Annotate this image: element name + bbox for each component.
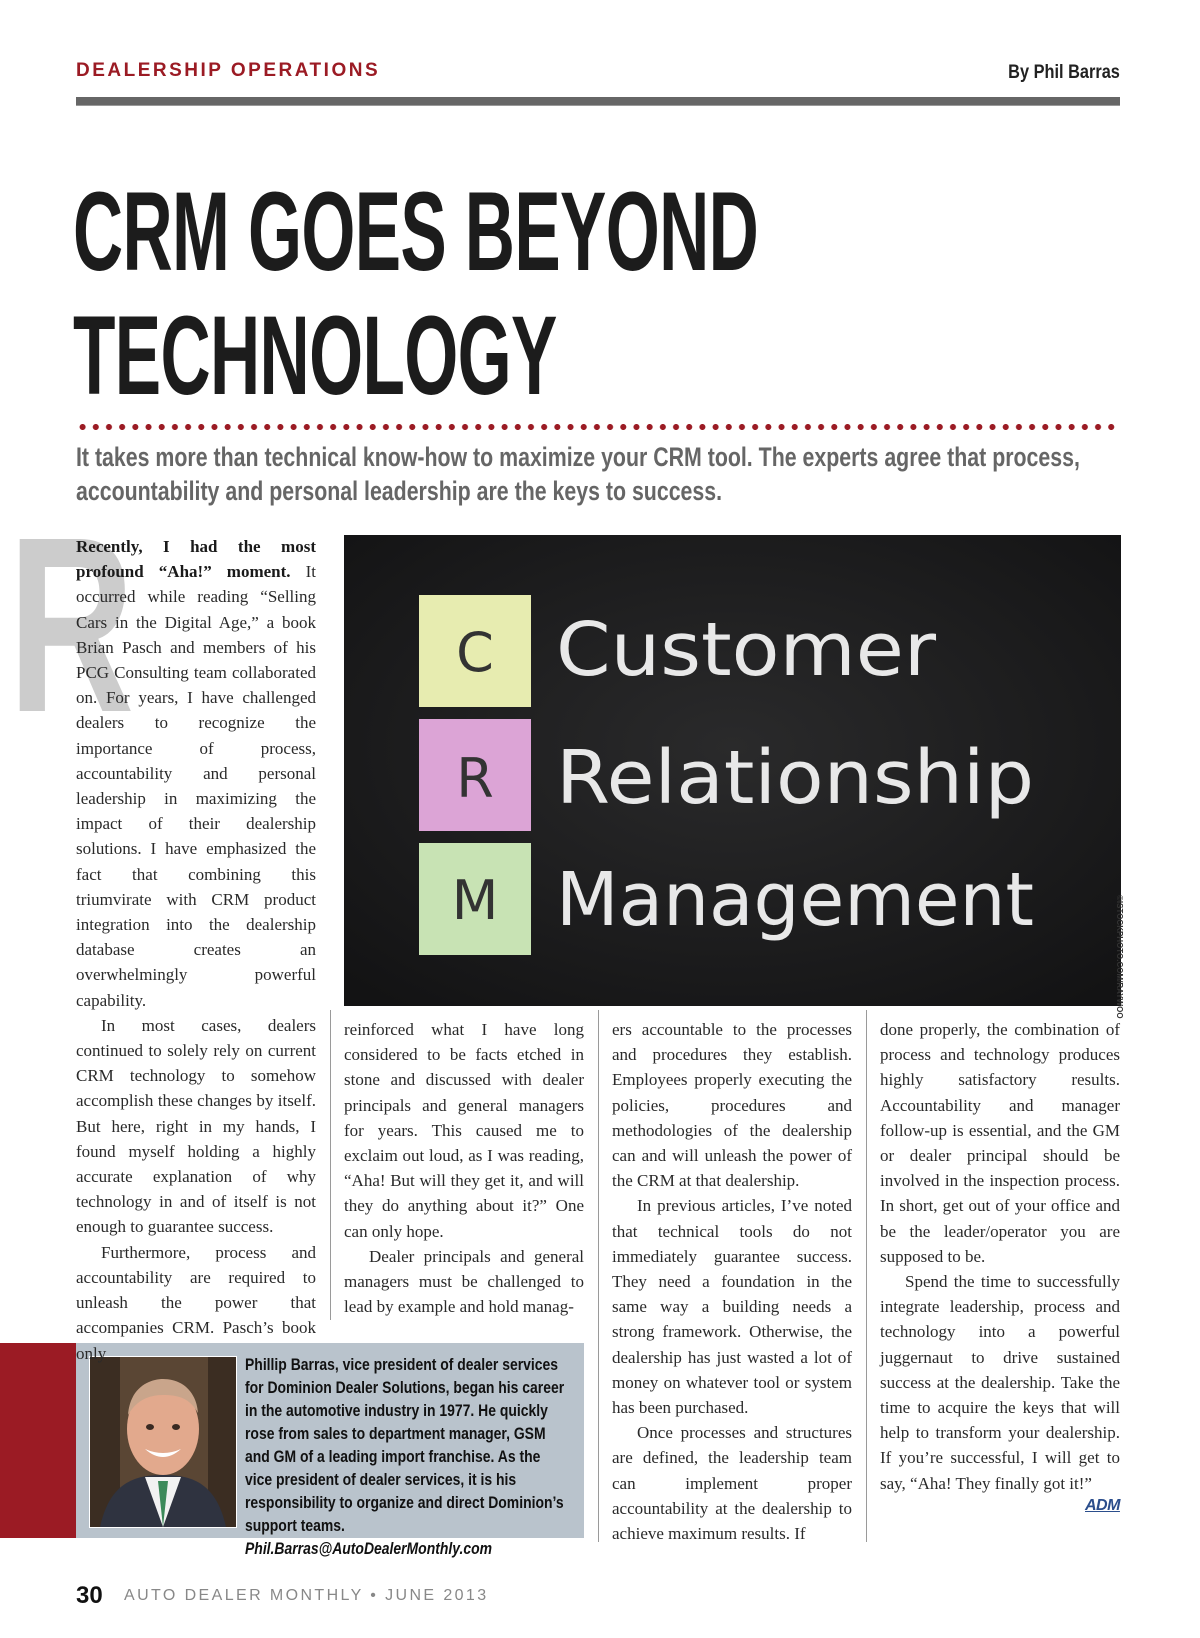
card-letter-c: C: [456, 621, 494, 684]
paragraph: reinforced what I have long considered to be facts etched in stone and discussed with dealer principals and general managers for years. This caused me to exclaim out loud, as I was reading, “Aha! But will they get it, and will they do anything about it?” One can only hope.: [344, 1020, 584, 1241]
card-letter-m: M: [451, 869, 499, 932]
header-rule: [76, 97, 1120, 106]
bio-accent-bar: [0, 1343, 76, 1538]
paragraph: ers accountable to the processes and procedures they establish. Employees properly executing the policies, procedures and methodologies of the dealership can and will unleash the power of the CRM at that dealership.: [612, 1020, 852, 1191]
deck-line-1: It takes more than technical know-how to maximize your CRM tool. The experts agree that process,: [76, 442, 1080, 472]
author-email: Phil.Barras@AutoDealerMonthly.com: [245, 1539, 493, 1558]
body-column-4: [880, 1017, 1120, 1496]
lead-in: Recently, I had the most profound “Aha!” moment.: [76, 537, 316, 582]
column-rule: [598, 1010, 599, 1542]
paragraph-text: It occurred while reading “Selling Cars in the Digital Age,” a book Brian Pasch and members of his PCG Consulting team collaborated on. For years, I have challenged dealers to recognize the importance of process, accountability and personal leadership in maximizing the impact of their dealership solutions. I have emphasized the fact that combining this triumvirate with CRM product integration into the dealership database creates an overwhelmingly powerful capability.: [76, 562, 317, 1010]
deck-line-2: accountability and personal leadership are the keys to success.: [76, 476, 723, 506]
paragraph: In previous articles, I’ve noted that technical tools do not immediately guarantee success. They need a foundation in the same way a building needs a strong framework. Otherwise, the dealership has just wasted a lot of money on whatever tool or system has been purchased.: [612, 1196, 852, 1418]
body-column-3: [612, 1017, 852, 1546]
headline-line-2: TECHNOLOGY: [73, 293, 557, 418]
chalkboard-illustration: [344, 535, 1121, 1006]
paragraph: [76, 534, 316, 1013]
paragraph: Dealer principals and general managers must be challenged to lead by example and hold manag-: [344, 1246, 584, 1317]
body-column-2: [344, 1017, 584, 1319]
crm-chalkboard-photo: [344, 535, 1121, 1006]
paragraph: Furthermore, process and accountability are required to unleash the power that accompanies CRM. Pasch’s book only: [76, 1242, 316, 1363]
column-rule: [330, 1010, 331, 1320]
deck: [76, 440, 1119, 508]
card-letter-r: R: [456, 747, 494, 810]
paragraph: Once processes and structures are defined, the leadership team can implement proper accountability at the dealership to achieve maximum results. If: [612, 1423, 852, 1544]
author-portrait: [90, 1357, 236, 1527]
chalk-word-relationship: Relationship: [556, 735, 1034, 821]
column-rule: [866, 1010, 867, 1542]
section-label: DEALERSHIP OPERATIONS: [76, 60, 381, 81]
chalk-word-customer: Customer: [556, 607, 937, 693]
body-column-1: [76, 534, 316, 1366]
bio-text: Phillip Barras, vice president of dealer services for Dominion Dealer Solutions, began his career in the automotive industry in 1977. He quickly rose from sales to department manager, GSM and GM of a leading import franchise. As the vice president of dealer services, it is his responsibility to organize and direct Dominion’s support teams.: [245, 1355, 565, 1535]
chalk-word-management: Management: [556, 857, 1034, 943]
paragraph: In most cases, dealers continued to solely rely on current CRM technology to somehow accomplish these changes by itself. But here, right in my hands, I found myself holding a highly accurate explanation of why technology in and of itself is not enough to guarantee success.: [76, 1015, 316, 1237]
byline: By Phil Barras: [1008, 62, 1120, 83]
headline: [73, 169, 759, 418]
end-mark: ADM: [1085, 1497, 1120, 1514]
author-photo: [89, 1356, 237, 1528]
page-number: 30: [76, 1582, 103, 1609]
photo-credit: ©ISTOCKPHOTO.COM/RAYWOO: [1115, 895, 1124, 1019]
author-bio: [245, 1353, 566, 1560]
headline-line-1: CRM GOES BEYOND: [73, 169, 759, 294]
folio: AUTO DEALER MONTHLY • JUNE 2013: [124, 1587, 489, 1604]
paragraph: Spend the time to successfully integrate leadership, process and technology into a powerful juggernaut to drive sustained success at the dealership. Take the time to acquire the keys that will help to transform your dealership. If you’re successful, I will get to say, “Aha! They finally got it!”: [880, 1272, 1120, 1493]
drop-cap: R: [8, 485, 135, 764]
dotted-divider: [76, 423, 1120, 431]
paragraph: done properly, the combination of process and technology produces highly satisfactory results. Accountability and manager follow-up is essential, and the GM or dealer principal should be involved in the inspection process. In short, get out of your office and be the leader/operator you are supposed to be.: [880, 1020, 1120, 1266]
